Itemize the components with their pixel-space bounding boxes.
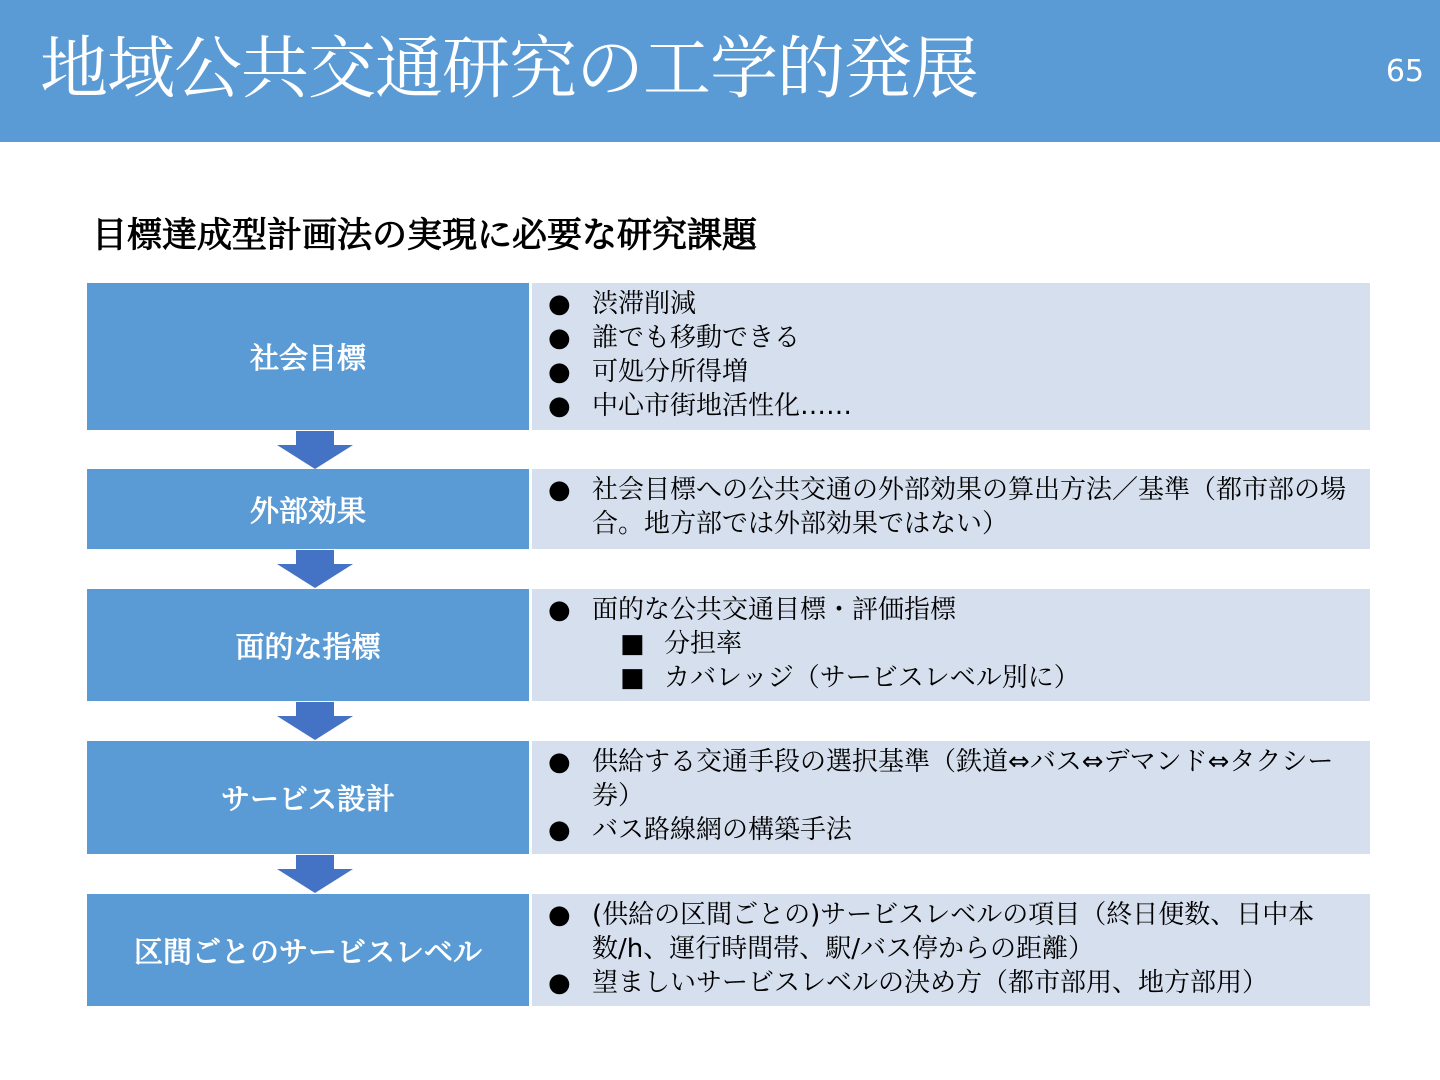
bullet-icon: ● [548, 289, 571, 319]
list-item [548, 355, 1350, 389]
list-item [548, 593, 1350, 627]
list-item-text: カバレッジ（サービスレベル別に） [664, 663, 1080, 693]
list-item-text: 誰でも移動できる [592, 323, 801, 353]
row-label: 外部効果 [249, 493, 366, 528]
bullet-icon: ● [548, 391, 571, 421]
list-item-text: 分担率 [664, 629, 743, 659]
row-external-effects [87, 469, 1370, 549]
bullet-icon: ● [548, 968, 571, 998]
list-item [548, 389, 1350, 423]
square-bullet-icon: ■ [620, 629, 645, 659]
square-bullet-icon: ■ [620, 663, 645, 693]
bullet-icon: ● [548, 595, 571, 625]
slide-title: 地域公共交通研究の工学的発展 [40, 30, 979, 109]
row-label: 面的な指標 [235, 629, 381, 664]
sub-list-item [548, 627, 1350, 661]
bullet-icon: ● [548, 475, 571, 505]
list-item [548, 473, 1350, 541]
list-item [548, 966, 1350, 1000]
row-label: サービス設計 [220, 782, 395, 816]
list-item [548, 813, 1350, 847]
list-item-text: (供給の区間ごとの)サービスレベルの項目（終日便数、日中本数/h、運行時間帯、駅/バス停からの距離） [592, 900, 1315, 964]
row-label: 区間ごとのサービスレベル [133, 934, 482, 969]
row-content [532, 283, 1370, 430]
down-arrow-icon [277, 550, 353, 588]
row-label-box [87, 894, 529, 1006]
list-item [548, 898, 1350, 966]
bullet-icon: ● [548, 900, 571, 930]
row-area-indicators [87, 589, 1370, 701]
down-arrow-icon [277, 855, 353, 893]
list-item [548, 287, 1350, 321]
row-service-design [87, 741, 1370, 854]
bullet-icon: ● [548, 357, 571, 387]
list-item [548, 321, 1350, 355]
row-social-goals [87, 283, 1370, 430]
list-item-text: 望ましいサービスレベルの決め方（都市部用、地方部用） [592, 968, 1269, 998]
page-number: 65 [1385, 54, 1424, 89]
row-content [532, 589, 1370, 701]
list-item-text: 面的な公共交通目標・評価指標 [592, 595, 957, 625]
list-item-text: 渋滞削減 [592, 289, 697, 319]
row-content [532, 894, 1370, 1006]
row-label: 社会目標 [249, 341, 366, 375]
row-label-box [87, 741, 529, 854]
row-content [532, 741, 1370, 854]
sub-list-item [548, 661, 1350, 695]
list-item-text: 中心市街地活性化…… [592, 391, 853, 421]
row-content [532, 469, 1370, 549]
row-label-box [87, 469, 529, 549]
list-item [548, 745, 1350, 813]
bullet-icon: ● [548, 323, 571, 353]
down-arrow-icon [277, 702, 353, 740]
down-arrow-icon [277, 431, 353, 469]
row-label-box [87, 589, 529, 701]
list-item-text: 可処分所得増 [592, 357, 749, 387]
title-bar [0, 0, 1440, 142]
row-segment-service-level [87, 894, 1370, 1006]
bullet-icon: ● [548, 815, 571, 845]
list-item-text: バス路線網の構築手法 [592, 815, 853, 845]
bullet-icon: ● [548, 747, 571, 777]
section-heading: 目標達成型計画法の実現に必要な研究課題 [92, 216, 758, 256]
list-item-text: 社会目標への公共交通の外部効果の算出方法／基準（都市部の場合。地方部では外部効果ではない） [592, 475, 1347, 539]
list-item-text: 供給する交通手段の選択基準（鉄道⇔バス⇔デマンド⇔タクシー券） [592, 747, 1334, 811]
row-label-box [87, 283, 529, 430]
